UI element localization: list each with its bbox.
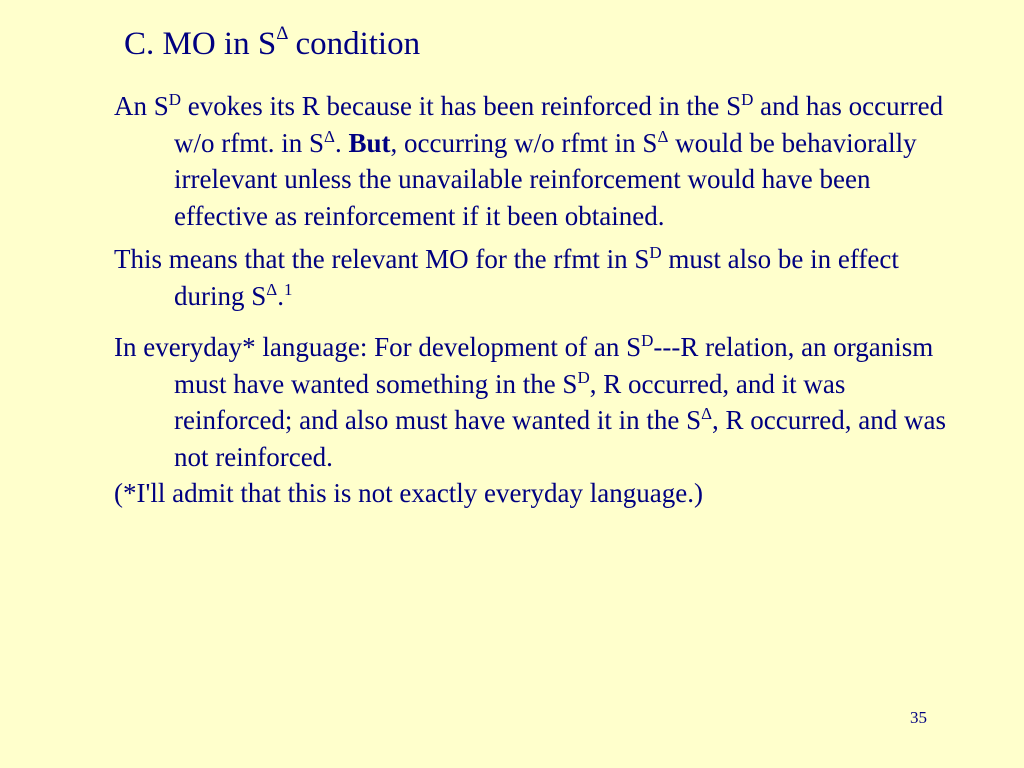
text-segment: . — [334, 127, 349, 158]
aside-note: (*I'll admit that this is not exactly everyday language.) — [114, 478, 703, 508]
superscript: D — [649, 243, 662, 262]
bold-emphasis: But — [348, 127, 391, 158]
title-text: C. MO in S — [124, 26, 277, 62]
superscript: D — [741, 90, 754, 109]
paragraph-sd-evokes-r — [114, 88, 964, 234]
text-segment: must also be in effect during S — [174, 244, 899, 311]
slide-body — [114, 88, 964, 512]
text-segment: , R occurred, and it was reinforced; and also must have wanted it in the S — [174, 368, 846, 435]
text-segment: ---R relation, an organism must have wanted something in the S — [174, 332, 934, 399]
text-segment: An S — [114, 91, 169, 121]
superscript: Δ — [657, 126, 669, 146]
footnote-marker: 1 — [283, 279, 293, 299]
text-segment: and has occurred w/o rfmt. in S — [174, 91, 944, 158]
paragraph-relevant-mo — [114, 241, 964, 314]
superscript: Δ — [266, 279, 278, 299]
title-suffix: condition — [295, 26, 421, 62]
text-segment: In everyday* language: For development of an S — [114, 332, 642, 362]
slide-title — [124, 20, 420, 68]
text-segment: This means that the relevant MO for the rfmt in S — [114, 244, 650, 274]
superscript: Δ — [324, 126, 335, 146]
title-superscript: Δ — [276, 23, 289, 44]
text-segment: , occurring w/o rfmt in S — [390, 127, 658, 158]
text-segment: evokes its R because it has been reinforced in the S — [181, 91, 742, 121]
superscript: D — [577, 367, 590, 387]
superscript: D — [168, 90, 182, 109]
superscript: D — [641, 331, 654, 350]
superscript: Δ — [701, 404, 713, 423]
paragraph-everyday-language — [114, 329, 964, 512]
text-segment: would be behaviorally irrelevant unless the unavailable reinforcement would have been effective as reinforcement if it been obtained. — [174, 127, 917, 231]
text-segment: . — [277, 280, 284, 311]
text-segment: , R occurred, and was not reinforced. — [174, 405, 946, 472]
slide-number: 35 — [910, 708, 927, 727]
